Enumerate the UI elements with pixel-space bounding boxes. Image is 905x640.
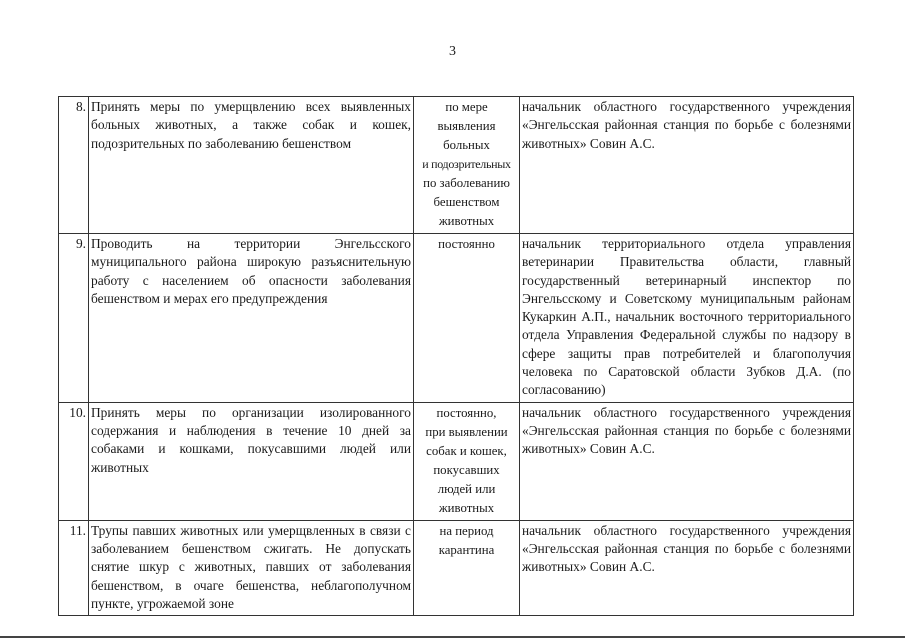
responsible-text: начальник областного государственного учреждения «Энгельсская районная станция по борьбе с болезнями животных» Совин А.С. xyxy=(520,97,854,234)
term-line: карантина xyxy=(438,542,495,557)
responsible-text: начальник областного государственного учреждения «Энгельсская районная станция по борьбе с болезнями животных» Совин А.С. xyxy=(520,402,854,520)
term-line: постоянно, xyxy=(436,405,497,420)
term-cell xyxy=(414,234,520,403)
term-line: собак и кошек, xyxy=(426,443,507,458)
measure-text: Проводить на территории Энгельсского муниципального района широкую разъяснительную работу с населением об опасности заболевания бешенством и мерах его предупреждения xyxy=(89,234,414,403)
measures-table xyxy=(58,96,854,616)
row-number: 8. xyxy=(59,97,89,234)
responsible-text: начальник территориального отдела управления ветеринарии Правительства области, главный государственный ветеринарный инспектор по Энгельсскому и Советскому муниципальным районам Кукаркин А.П., начальник восточного территориального отдела Управления Федеральной службы по надзору в сфере защиты прав потребителей и благополучия человека по Саратовской области Зубков Д.А. (по согласованию) xyxy=(520,234,854,403)
term-line: по заболеванию xyxy=(423,176,510,190)
term-line: покусавших xyxy=(433,462,500,477)
term-line: и подозрительных xyxy=(422,157,511,171)
bottom-divider xyxy=(0,636,905,638)
term-line: выявления xyxy=(437,119,496,133)
page-number: 3 xyxy=(449,44,456,59)
term-line: людей или xyxy=(437,481,496,496)
table-row xyxy=(59,520,854,615)
term-cell xyxy=(414,97,520,234)
term-line: по мере xyxy=(445,100,488,114)
term-line: на период xyxy=(439,523,494,538)
measure-text: Принять меры по организации изолированного содержания и наблюдения в течение 10 дней за собаками и кошками, покусавшими людей или животных xyxy=(89,402,414,520)
term-cell xyxy=(414,402,520,520)
term-line: животных xyxy=(438,500,495,515)
row-number: 9. xyxy=(59,234,89,403)
term-line: при выявлении xyxy=(425,424,508,439)
term-line: больных xyxy=(443,138,490,152)
row-number: 11. xyxy=(59,520,89,615)
term-line: бешенством xyxy=(433,195,500,209)
term-line: постоянно xyxy=(438,237,495,251)
measure-text: Принять меры по умерщвлению всех выявленных больных животных, а также собак и кошек, подозрительных по заболеванию бешенством xyxy=(89,97,414,234)
row-number: 10. xyxy=(59,402,89,520)
responsible-text: начальник областного государственного учреждения «Энгельсская районная станция по борьбе с болезнями животных» Совин А.С. xyxy=(520,520,854,615)
table-row xyxy=(59,97,854,234)
term-cell xyxy=(414,520,520,615)
measure-text: Трупы павших животных или умерщвленных в связи с заболеванием бешенством сжигать. Не допускать снятие шкур с животных, павших от заболевания бешенством, в очаге бешенства, неблагополучном пункте, угрожаемой зоне xyxy=(89,520,414,615)
term-line: животных xyxy=(438,214,495,228)
table-row xyxy=(59,234,854,403)
table-row xyxy=(59,402,854,520)
